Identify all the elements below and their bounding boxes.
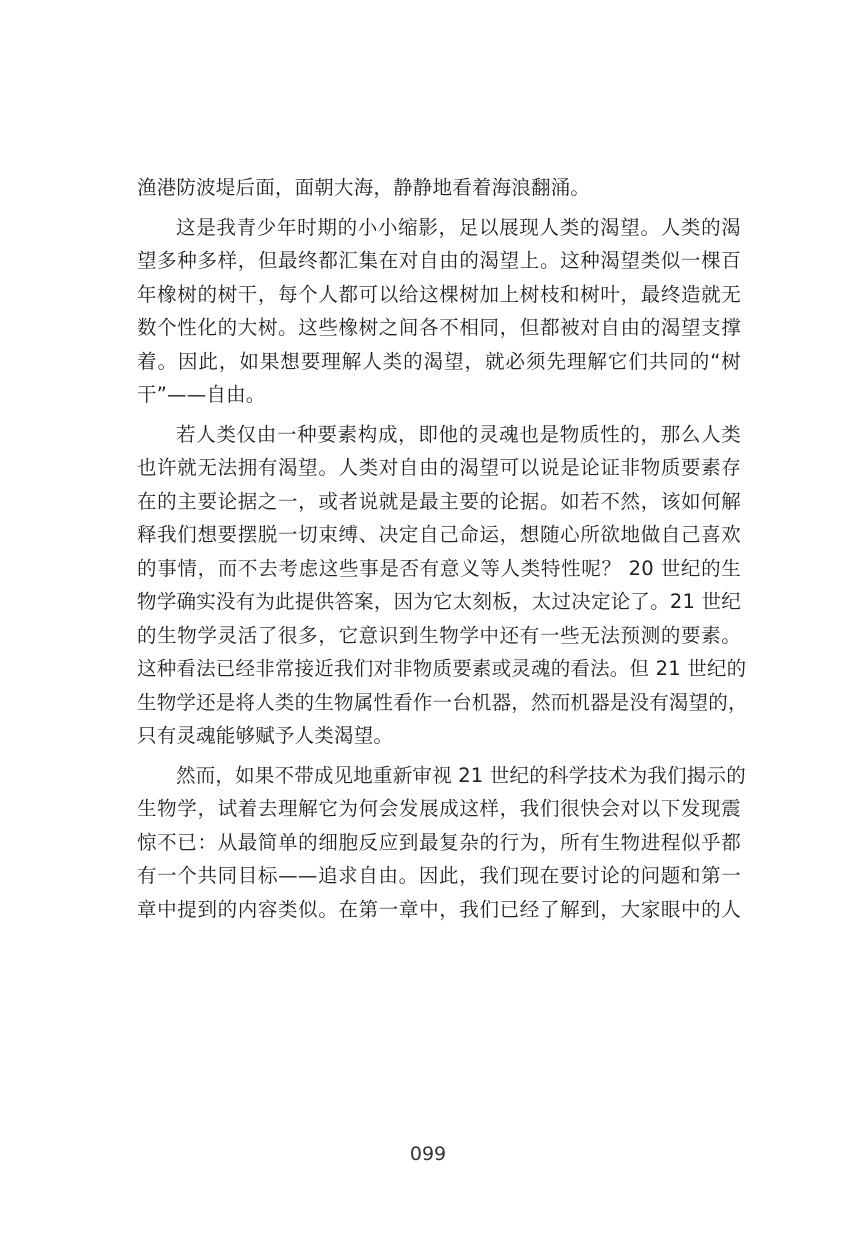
text-line: 也许就无法拥有渴望。人类对自由的渴望可以说是论证非物质要素存 xyxy=(137,456,741,479)
text-line: 若人类仅由一种要素构成，即他的灵魂也是物质性的，那么人类 xyxy=(176,422,741,446)
page-body xyxy=(137,171,748,926)
text-line: 着。因此，如果想要理解人类的渴望，就必须先理解它们共同的“树 xyxy=(137,349,741,373)
paragraph-4 xyxy=(137,759,746,927)
paragraph-3 xyxy=(137,418,748,753)
page-number: 099 xyxy=(409,1143,447,1165)
text-line: 数个性化的大树。这些橡树之间各不相同，但都被对自由的渴望支撑 xyxy=(137,316,741,339)
text-line: 释我们想要摆脱一切束缚、决定自己命运，想随心所欲地做自己喜欢 xyxy=(137,523,741,546)
text-line: 只有灵魂能够赋予人类渴望。 xyxy=(137,724,394,747)
paragraph-1 xyxy=(137,171,741,205)
text-line: 这是我青少年时期的小小缩影，足以展现人类的渴望。人类的渴 xyxy=(176,215,741,239)
text-line: 的事情，而不去考虑这些事是否有意义等人类特性呢？ 20 世纪的生 xyxy=(137,556,741,580)
text-line: 渔港防波堤后面，面朝大海，静静地看着海浪翻涌。 xyxy=(137,176,591,199)
text-line: 章中提到的内容类似。在第一章中，我们已经了解到，大家眼中的人 xyxy=(137,897,741,921)
text-line: 年橡树的树干，每个人都可以给这棵树加上树枝和树叶，最终造就无 xyxy=(137,282,741,306)
text-line: 这种看法已经非常接近我们对非物质要素或灵魂的看法。但 21 世纪的 xyxy=(137,657,747,680)
text-line: 干”——自由。 xyxy=(137,383,266,406)
text-line: 然而，如果不带成见地重新审视 21 世纪的科学技术为我们揭示的 xyxy=(176,763,746,787)
text-line: 有一个共同目标——追求自由。因此，我们现在要讨论的问题和第一 xyxy=(137,864,741,887)
text-line: 生物学还是将人类的生物属性看作一台机器，然而机器是没有渴望的， xyxy=(137,690,748,714)
text-line: 物学确实没有为此提供答案，因为它太刻板，太过决定论了。21 世纪 xyxy=(137,590,741,613)
text-line: 在的主要论据之一，或者说就是最主要的论据。如若不然，该如何解 xyxy=(137,489,741,513)
text-line: 生物学，试着去理解它为何会发展成这样，我们很快会对以下发现震 xyxy=(137,797,741,820)
paragraph-2 xyxy=(137,211,741,412)
text-line: 的生物学灵活了很多，它意识到生物学中还有一些无法预测的要素。 xyxy=(137,623,741,647)
text-line: 望多种多样，但最终都汇集在对自由的渴望上。这种渴望类似一棵百 xyxy=(137,249,741,272)
text-line: 惊不已：从最简单的细胞反应到最复杂的行为，所有生物进程似乎都 xyxy=(137,830,741,854)
